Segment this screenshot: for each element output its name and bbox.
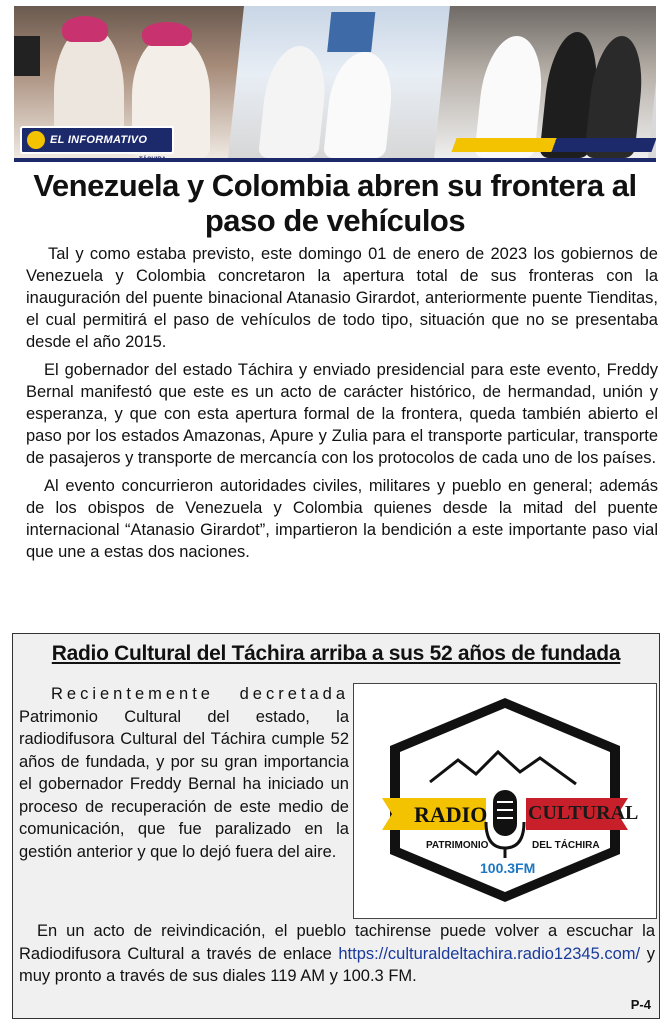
article-headline: Venezuela y Colombia abren su frontera al paso de vehículos	[33, 168, 637, 238]
box-title: Radio Cultural del Táchira arriba a sus 52 años de fundada	[51, 642, 621, 665]
banner-stripe	[451, 138, 656, 152]
photo-banner	[14, 6, 656, 162]
radio-logo-right: CULTURAL	[528, 802, 639, 824]
photo-officials	[434, 6, 656, 158]
box-paragraph-1	[19, 683, 349, 863]
box-paragraph-2: En un acto de reivindicación, el pueblo tachirense puede volver a escuchar la Radiodifusora Cultural a través de enlace https://culturaldeltachira.radio12345.com/ y muy pronto a través de sus diales 119 AM y 100.3 FM.	[19, 922, 655, 985]
box-paragraph-1-text: Patrimonio Cultural del estado, la radiodifusora Cultural del Táchira cumple 52 años de fundada, y por su gran importancia el gobernador Freddy Bernal ha iniciado un proceso de recuperación de este medio de comunicación, que fue paralizado en la gestión anterior y que lo dejó fuera del aire.	[19, 707, 349, 861]
logo-text: EL INFORMATIVO	[50, 134, 148, 146]
page-number: P-4	[630, 997, 651, 1012]
box-lead: Recientemente decretada	[51, 685, 349, 703]
article-body	[26, 243, 658, 569]
el-informativo-logo	[20, 126, 174, 162]
radio-logo-left: RADIO	[414, 802, 488, 827]
radio-logo-patrimonio: PATRIMONIO	[426, 840, 489, 851]
radio-logo-frequency: 100.3FM	[480, 860, 536, 876]
photo-celebration	[228, 6, 454, 158]
article-paragraph-1: Tal y como estaba previsto, este domingo 01 de enero de 2023 los gobiernos de Venezuela y Colombia concretaron la apertura total de sus fronteras con la inauguración del puente binacional Atanasio Girardot, anteriormente puente Tienditas, el cual permitirá el paso de vehículos de todo tipo, situación que no se presentaba desde el año 2015.	[26, 245, 658, 351]
radio-logo-panel	[353, 683, 657, 919]
seal-icon	[27, 131, 45, 149]
article-paragraph-3: Al evento concurrieron autoridades civiles, militares y pueblo en general; además de los obispos de Venezuela y Colombia quienes desde la mitad del puente internacional “Atanasio Girardot”, impartieron la bendición a este importante paso vial que une a estas dos naciones.	[26, 477, 658, 561]
microphone-icon	[493, 790, 517, 836]
radio-logo-del-tachira: DEL TÁCHIRA	[532, 840, 600, 851]
article-paragraph-2: El gobernador del estado Táchira y enviado presidencial para este evento, Freddy Bernal manifestó que este es un acto de carácter histórico, de hermandad, unión y esperanza, y que con esta apertura formal de la frontera, queda también abierto el paso por los estados Amazonas, Apure y Zulia para el transporte particular, transporte de pasajeros y transporte de mercancía con los protocolos de cada uno de los países.	[26, 361, 658, 467]
radio-cultural-box	[12, 633, 660, 1019]
logo-subtext: TÁCHIRA	[139, 157, 166, 162]
radio-link[interactable]: https://culturaldeltachira.radio12345.com/	[338, 944, 641, 963]
